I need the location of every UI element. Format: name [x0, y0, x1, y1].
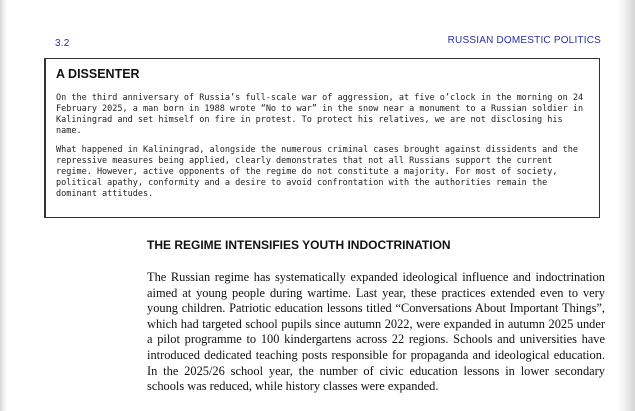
- dissenter-box: [44, 58, 600, 218]
- box-title: A DISSENTER: [56, 67, 140, 81]
- page-right-edge-shadow: [617, 0, 635, 411]
- box-paragraph: What happened in Kaliningrad, alongside the numerous criminal cases brought against dissidents and the repressive measures being applied, clearly demonstrates that not all Russians support the current regime. However, active opponents of the regime do not constitute a majority. For most of society, political apathy, conformity and a desire to avoid confrontation with the authorities remain the dominant attitudes.: [56, 145, 578, 199]
- page-left-edge-shadow: [0, 0, 7, 411]
- box-paragraph: On the third anniversary of Russia’s full-scale war of aggression, at five o’clock in the morning on 24 February 2025, a man born in 1988 wrote “No to war” in the snow near a monument to a Russian soldier in Kaliningrad and set himself on fire in protest. To protect his relatives, we are not disclosing his name.: [56, 93, 584, 136]
- article-body: The Russian regime has systematically expanded ideological influence and indoctrination aimed at young people during wartime. Last year, these practices extended even to very young children. Patriotic education lessons titled “Conversations About Important Things”, which had targeted school pupils since autumn 2022, were expanded in autumn 2025 under a pilot programme to 100 kindergartens across 22 regions. Schools and universities have introduced dedicated teaching posts responsible for propaganda and ideological education. In the 2025/26 school year, the number of civic education lessons in lower secondary schools was reduced, while history classes were expanded.: [147, 270, 605, 394]
- article-title: THE REGIME INTENSIFIES YOUTH INDOCTRINATION: [147, 238, 451, 252]
- page-number: 3.2: [55, 38, 70, 49]
- section-header: RUSSIAN DOMESTIC POLITICS: [447, 35, 601, 46]
